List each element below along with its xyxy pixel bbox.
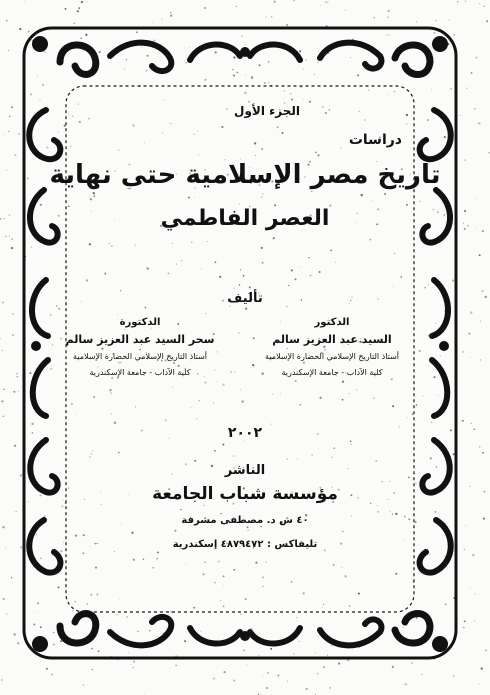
author-faculty: كلية الآداب - جامعة الإسكندرية [281,368,383,377]
authored-by-label: تأليف [227,291,263,306]
author-title: الدكتور [314,317,350,328]
author-block-1 [232,315,432,381]
author-position: أستاذ التاريخ الإسلامي الحضارة الإسلامية [73,352,207,361]
author-title: الدكتورة [119,317,161,328]
series-label: دراسات [348,132,402,148]
publication-year: ٢٠٠٢ [227,425,263,441]
author-name: السيد عبد العزيز سالم [272,333,392,346]
author-position: أستاذ التاريخ الإسلامي الحضارة الإسلامية [265,352,399,361]
author-faculty: كلية الآداب - جامعة الإسكندرية [89,368,191,377]
author-name: سحر السيد عبد العزيز سالم [65,333,215,346]
author-block-2 [40,315,240,381]
volume-label: الجزء الأول [234,104,300,118]
publisher-name: مؤسسة شباب الجامعة [152,484,338,504]
publisher-address: ٤٠ ش د. مصطفى مشرفة [181,515,309,526]
book-title-line-1: تاريخ مصر الإسلامية حتى نهاية [49,160,441,190]
publisher-phone: تليفاكس : ٤٨٧٩٤٧٢ إسكندرية [172,539,318,550]
publisher-label: الناشر [224,463,266,478]
book-title-line-2: العصر الفاطمي [160,206,330,231]
